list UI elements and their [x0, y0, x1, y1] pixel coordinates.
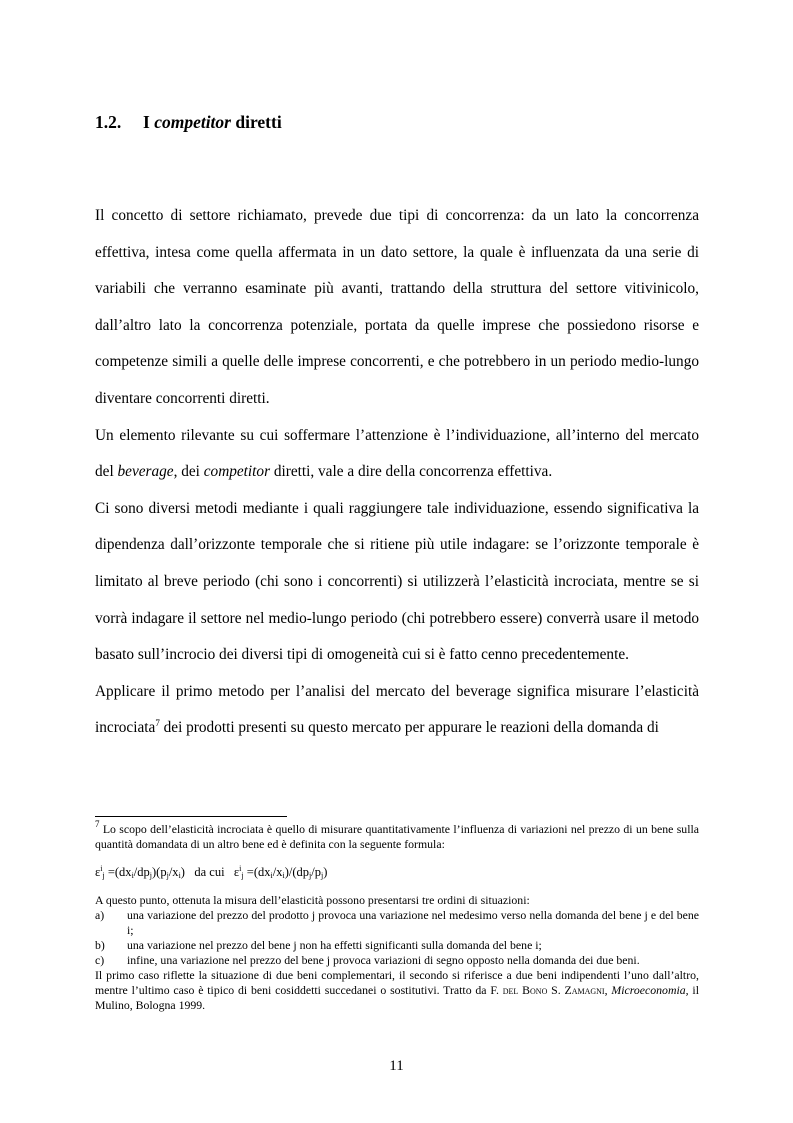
section-heading	[95, 112, 282, 133]
footnote-intro-text: Lo scopo dell’elasticità incrociata è quello di misurare quantitativamente l’influenza di variazioni nel prezzo di un bene sulla quantità domandata di un altro bene ed è definita con la seguente formula:	[95, 822, 699, 851]
list-item-text: una variazione del prezzo del prodotto j provoca una variazione nel medesimo verso nella domanda del bene j e del bene i;	[127, 908, 699, 937]
list-item-marker: a)	[95, 908, 105, 922]
formula-sub: i	[282, 871, 285, 880]
closing-text-c: il Mulino, Bologna 1999.	[95, 983, 699, 1012]
paragraph-2	[95, 418, 699, 491]
formula-epsilon: ε	[233, 865, 240, 879]
situations-list	[95, 908, 699, 968]
footnotes	[95, 819, 699, 1013]
formula-sup: i	[239, 864, 242, 873]
formula-part: =(dx	[243, 865, 271, 879]
closing-text-a: Il primo caso riflette la situazione di due beni complementari, il secondo si riferisce a due beni indipendenti l’uno dall’altro, mentre l’ultimo caso è tipico di beni cosiddetti succedanei o sostitutivi. Tratto da	[95, 968, 699, 997]
formula-part: /dp	[133, 865, 150, 879]
formula-sub: j	[102, 871, 105, 880]
closing-text-b: ,	[604, 983, 612, 997]
paragraph-2-text-b: , dei	[173, 463, 204, 481]
formula-part: )(p	[152, 865, 167, 879]
page-number: 11	[389, 1058, 404, 1074]
list-item-text: infine, una variazione nel prezzo del bene j provoca variazioni di segno opposto nella domanda dei due beni.	[127, 953, 640, 967]
paragraph-2-text-a: Un elemento rilevante su cui soffermare l’attenzione è l’individuazione, all’interno del mercato del	[95, 426, 699, 481]
section-number: 1.2.	[95, 112, 122, 132]
list-item	[95, 908, 699, 938]
paragraph-3: Ci sono diversi metodi mediante i quali raggiungere tale individuazione, essendo significativa la dipendenza dall’orizzonte temporale che si ritiene più utile indagare: se l’orizzonte temporale è limitato al breve periodo (chi sono i concorrenti) si utilizzerà l’elasticità incrociata, mentre se si vorrà indagare il settore nel medio-lungo periodo (chi potrebbero essere) converrà usare il metodo basato sull’incrocio dei diversi tipi di omogeneità cui si è fatto cenno precedentemente.	[95, 499, 699, 664]
closing-authors: F. del Bono S. Zamagni	[490, 983, 605, 997]
formula-sub: i	[178, 871, 181, 880]
paragraph-2-italic-beverage: beverage	[117, 463, 174, 481]
formula-part: /p	[311, 865, 321, 879]
formula-da-cui: da cui	[194, 865, 225, 879]
heading-title-italic: competitor	[154, 112, 231, 132]
formula-part: )/(dp	[284, 865, 309, 879]
elasticity-formula	[95, 865, 699, 880]
paragraph-4-text-b: dei prodotti presenti su questo mercato per appurare le reazioni della domanda di	[159, 719, 659, 737]
footnote-reference[interactable]: 7	[155, 718, 160, 729]
formula-epsilon: ε	[95, 865, 101, 879]
formula-sub: i	[131, 871, 134, 880]
paragraph-2-text-c: diretti, vale a dire della concorrenza effettiva.	[270, 463, 553, 481]
footnote-separator	[95, 816, 287, 817]
body-text	[95, 198, 699, 747]
formula-part: /x	[272, 865, 283, 879]
formula-sub: j	[149, 871, 153, 880]
list-item-marker: b)	[95, 938, 105, 952]
closing-book-title: Microeconomia,	[611, 983, 689, 997]
paragraph-4-text-a: Applicare il primo metodo per l’analisi del mercato del beverage significa misurare l’elasticità incrociata	[95, 682, 699, 737]
formula-part: /x	[168, 865, 179, 879]
heading-title-pre: I	[143, 112, 155, 132]
formula-part: )	[323, 865, 328, 879]
formula-sub: j	[320, 871, 324, 880]
list-item-marker: c)	[95, 953, 105, 967]
formula-sup: i	[100, 864, 103, 873]
formula-sub: j	[241, 871, 244, 880]
footnote-marker: 7	[95, 819, 100, 829]
situations-intro: A questo punto, ottenuta la misura dell’elasticità possono presentarsi tre ordini di situazioni:	[95, 893, 530, 907]
formula-part: =(dx	[104, 865, 132, 879]
formula-sub: i	[270, 871, 273, 880]
footnote-closing	[95, 968, 699, 1013]
paragraph-4	[95, 674, 699, 747]
list-item	[95, 938, 699, 953]
formula-sub: j	[166, 871, 169, 880]
footnote-intro	[95, 819, 699, 852]
list-item-text: una variazione nel prezzo del bene j non ha effetti significanti sulla domanda del bene i;	[127, 938, 542, 952]
list-item	[95, 953, 699, 968]
paragraph-2-italic-competitor: competitor	[203, 463, 271, 481]
formula-part: )	[180, 865, 185, 879]
heading-title-post: diretti	[230, 112, 282, 132]
formula-sub: j	[309, 871, 312, 880]
paragraph-1: Il concetto di settore richiamato, prevede due tipi di concorrenza: da un lato la concorrenza effettiva, intesa come quella affermata in un dato settore, la quale è influenzata da una serie di variabili che verranno esaminate più avanti, trattando della struttura del settore vitivinicolo, dall’altro lato la concorrenza potenziale, portata da quelle imprese che possiedono risorse e competenze simili a quelle delle imprese concorrenti, e che potrebbero in un periodo medio-lungo diventare concorrenti diretti.	[95, 207, 699, 407]
